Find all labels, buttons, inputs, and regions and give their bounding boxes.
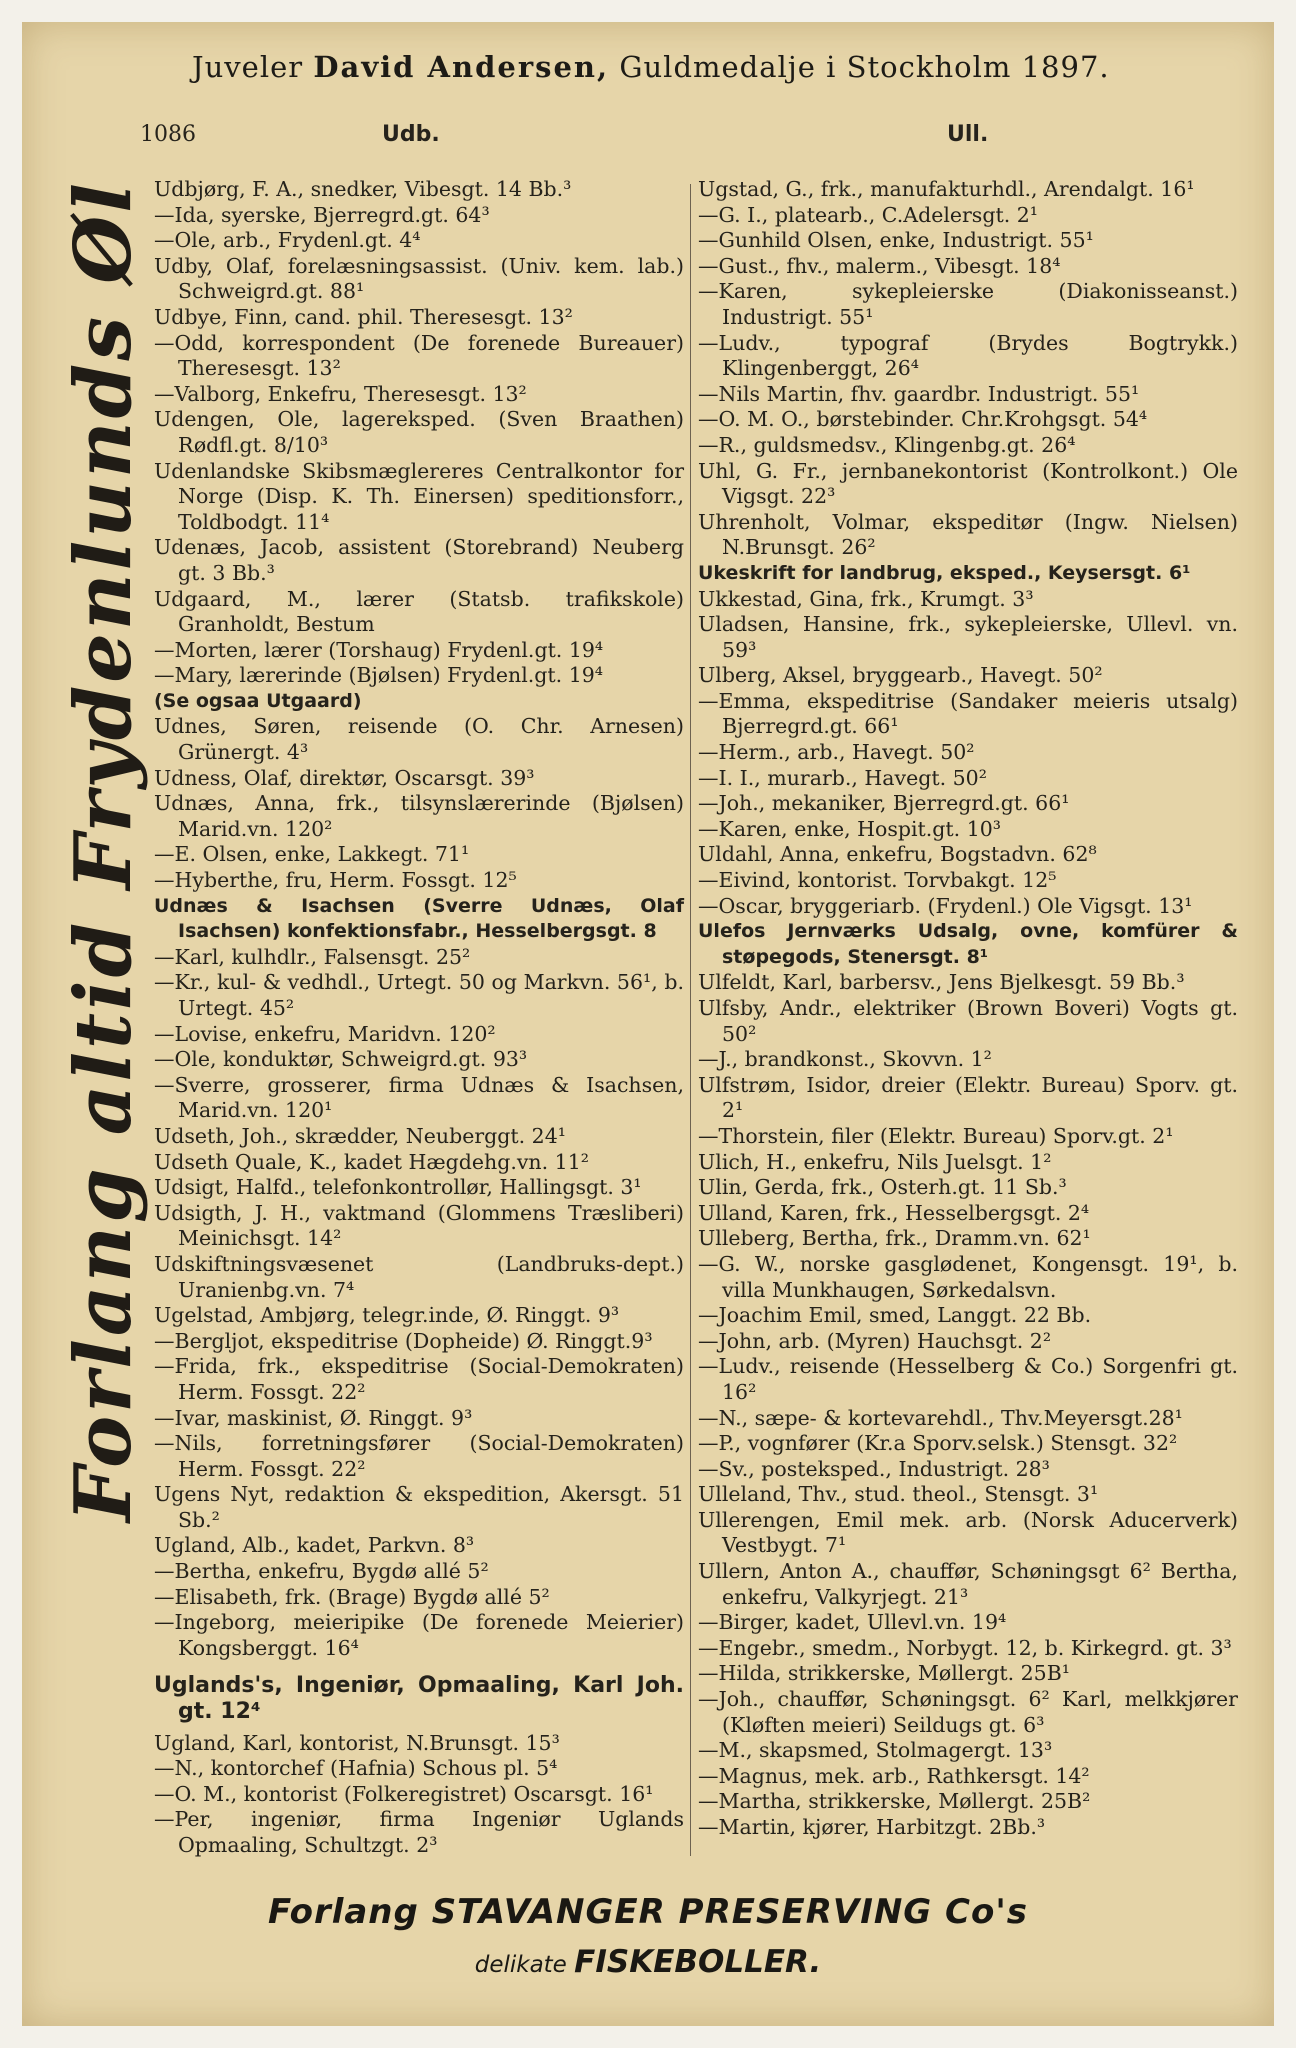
directory-entry: —Nils, forretningsfører (Social-Demokraten) Herm. Fossgt. 22²	[154, 1431, 684, 1481]
directory-entry: Udbjørg, F. A., snedker, Vibesgt. 14 Bb.³	[154, 177, 572, 201]
directory-page	[22, 22, 1274, 2026]
directory-entry: —Thorstein, filer (Elektr. Bureau) Sporv.gt. 2¹	[698, 1123, 1174, 1148]
directory-entry: Ulland, Karen, frk., Hesselbergsgt. 2⁴	[698, 1200, 1090, 1225]
directory-entry: —Karen, sykepleierske (Diakonisseanst.) Industrigt. 55¹	[698, 279, 1238, 329]
directory-entry: —Joh., mekaniker, Bjerregrd.gt. 66¹	[698, 791, 1070, 816]
directory-entry: —N., sæpe- & kortevarehdl., Thv.Meyersgt.28¹	[698, 1405, 1183, 1430]
directory-entry: —John, arb. (Myren) Hauchsgt. 2²	[698, 1328, 1052, 1353]
directory-entry: —O. M. O., børstebinder. Chr.Krohgsgt. 54⁴	[698, 407, 1148, 432]
directory-entry: Ukkestad, Gina, frk., Krumgt. 3³	[698, 586, 1034, 611]
directory-entry: —J., brandkonst., Skovvn. 1²	[698, 1047, 992, 1072]
header-text-1: Juveler	[192, 50, 314, 84]
directory-entry: Uhl, G. Fr., jernbanekontorist (Kontrolkont.) Ole Vigsgt. 22³	[698, 458, 1238, 509]
directory-entry: —Mary, lærerinde (Bjølsen) Frydenl.gt. 19⁴	[154, 663, 604, 688]
directory-entry: —Karl, kulhdlr., Falsensgt. 25²	[154, 944, 471, 969]
side-advert: Forlang altid Frydenlunds Øl	[58, 180, 149, 1522]
directory-entry: —Engebr., smedm., Norbygt. 12, b. Kirkegrd. gt. 3³	[698, 1635, 1232, 1660]
header-text-2: Guldmedalje i Stockholm 1897.	[609, 50, 1110, 84]
directory-entry: —Martha, strikkerske, Møllergt. 25B²	[698, 1789, 1091, 1814]
directory-entry: Udenæs, Jacob, assistent (Storebrand) Neuberg gt. 3 Bb.³	[154, 535, 684, 585]
directory-entry: Ullern, Anton A., chauffør, Schøningsgt 6² Bertha, enkefru, Valkyrjegt. 21³	[698, 1559, 1238, 1609]
directory-entry: —Odd, korrespondent (De forenede Bureauer) Theresesgt. 13²	[154, 330, 684, 381]
running-head-right: Ull.	[947, 122, 989, 147]
directory-entry: Udby, Olaf, forelæsningsassist. (Univ. kem. lab.) Schweigrd.gt. 88¹	[154, 253, 684, 304]
directory-entry: —Gunhild Olsen, enke, Industrigt. 55¹	[698, 228, 1094, 253]
column-divider	[690, 184, 691, 1856]
directory-entry: —Nils Martin, fhv. gaardbr. Industrigt. 55¹	[698, 381, 1140, 406]
directory-entry: Ulin, Gerda, frk., Osterh.gt. 11 Sb.³	[698, 1175, 1067, 1200]
directory-entry: —Ludv., reisende (Hesselberg & Co.) Sorgenfri gt. 16²	[698, 1354, 1238, 1404]
directory-entry: Udseth Quale, K., kadet Hægdehg.vn. 11²	[154, 1149, 589, 1174]
directory-entry: Uladsen, Hansine, frk., sykepleierske, Ullevl. vn. 59³	[698, 612, 1238, 662]
directory-entry: Ugstad, G., frk., manufakturhdl., Arendalgt. 16¹	[698, 177, 1195, 201]
directory-entry: Ullerengen, Emil mek. arb. (Norsk Aducerverk) Vestbygt. 7¹	[698, 1507, 1238, 1558]
directory-entry: Ulleland, Thv., stud. theol., Stensgt. 3¹	[698, 1482, 1099, 1507]
page-number: 1086	[140, 122, 196, 147]
right-column	[698, 177, 1238, 1841]
directory-entry: —Hilda, strikkerske, Møllergt. 25B¹	[698, 1661, 1071, 1686]
directory-entry: —E. Olsen, enke, Lakkegt. 71¹	[154, 842, 470, 867]
directory-entry: —Morten, lærer (Torshaug) Frydenl.gt. 19⁴	[154, 637, 604, 662]
directory-entry: (Se ogsaa Utgaard)	[154, 689, 362, 712]
directory-entry: —Ole, konduktør, Schweigrd.gt. 93³	[154, 1047, 528, 1072]
directory-entry: —Birger, kadet, Ullevl.vn. 19⁴	[698, 1610, 1007, 1635]
directory-entry: —Sv., posteksped., Industrigt. 28³	[698, 1456, 1050, 1481]
directory-entry: —Bergljot, ekspeditrise (Dopheide) Ø. Ringgt.9³	[154, 1328, 653, 1353]
directory-entry: Udsigth, J. H., vaktmand (Glommens Træsliberi) Meinichsgt. 14²	[154, 1200, 684, 1251]
directory-entry: —Oscar, bryggeriarb. (Frydenl.) Ole Vigsgt. 13¹	[698, 893, 1193, 918]
directory-entry: —Per, ingeniør, firma Ingeniør Uglands Opmaaling, Schultzgt. 2³	[154, 1807, 684, 1857]
directory-entry: Ulberg, Aksel, bryggearb., Havegt. 50²	[698, 663, 1103, 688]
directory-entry: —N., kontorchef (Hafnia) Schous pl. 5⁴	[154, 1756, 558, 1781]
directory-entry: Ugland, Karl, kontorist, N.Brunsgt. 15³	[154, 1730, 560, 1755]
directory-entry: —R., guldsmedsv., Klingenbg.gt. 26⁴	[698, 432, 1076, 457]
directory-entry: —I. I., murarb., Havegt. 50²	[698, 765, 987, 790]
directory-entry: Udsigt, Halfd., telefonkontrollør, Hallingsgt. 3¹	[154, 1175, 642, 1200]
directory-entry: —Gust., fhv., malerm., Vibesgt. 18⁴	[698, 253, 1061, 278]
directory-entry: —Emma, ekspeditrise (Sandaker meieris utsalg) Bjerregrd.gt. 66¹	[698, 688, 1238, 739]
directory-entry: —Ida, syerske, Bjerregrd.gt. 64³	[154, 202, 490, 227]
running-head-left: Udb.	[382, 122, 440, 147]
directory-entry: Udbye, Finn, cand. phil. Theresesgt. 13²	[154, 304, 573, 329]
directory-entry: —G. I., platearb., C.Adelersgt. 2¹	[698, 202, 1038, 227]
directory-entry: Ulleberg, Bertha, frk., Dramm.vn. 62¹	[698, 1226, 1091, 1251]
directory-entry: Udnæs & Isachsen (Sverre Udnæs, Olaf Isachsen) konfektionsfabr., Hesselbergsgt. 8	[154, 894, 684, 943]
directory-entry: —Martin, kjører, Harbitzgt. 2Bb.³	[698, 1815, 1046, 1839]
directory-entry: Ugens Nyt, redaktion & ekspedition, Akersgt. 51 Sb.²	[154, 1482, 684, 1532]
directory-entry: —G. W., norske gasglødenet, Kongensgt. 19¹, b. villa Munkhaugen, Sørkedalsvn.	[698, 1251, 1238, 1302]
directory-entry: Uldahl, Anna, enkefru, Bogstadvn. 62⁸	[698, 842, 1097, 867]
directory-entry: —Ole, arb., Frydenl.gt. 4⁴	[154, 228, 421, 253]
footer-advert-line2	[22, 1944, 1274, 1980]
directory-entry: Udengen, Ole, lagereksped. (Sven Braathen) Rødfl.gt. 8/10³	[154, 407, 684, 457]
directory-entry: —O. M., kontorist (Folkeregistret) Oscarsgt. 16¹	[154, 1781, 654, 1806]
directory-entry: Ulich, H., enkefru, Nils Juelsgt. 1²	[698, 1149, 1052, 1174]
directory-entry: —Herm., arb., Havegt. 50²	[698, 740, 975, 765]
directory-entry: —Elisabeth, frk. (Brage) Bygdø allé 5²	[154, 1584, 550, 1609]
footer-small-text: delikate	[474, 1952, 575, 1978]
directory-entry: —Sverre, grosserer, firma Udnæs & Isachsen, Marid.vn. 120¹	[154, 1072, 684, 1123]
directory-entry: —Frida, frk., ekspeditrise (Social-Demokraten) Herm. Fossgt. 22²	[154, 1354, 684, 1404]
directory-entry: Udgaard, M., lærer (Statsb. trafikskole) Granholdt, Bestum	[154, 586, 684, 637]
directory-entry: —P., vognfører (Kr.a Sporv.selsk.) Stensgt. 32²	[698, 1431, 1178, 1456]
directory-entry: Udnes, Søren, reisende (O. Chr. Arnesen) Grünergt. 4³	[154, 714, 684, 765]
directory-entry: —Bertha, enkefru, Bygdø allé 5²	[154, 1559, 489, 1584]
directory-entry: Ulfsby, Andr., elektriker (Brown Boveri) Vogts gt. 50²	[698, 996, 1238, 1046]
directory-entry: Udseth, Joh., skrædder, Neuberggt. 24¹	[154, 1123, 566, 1148]
directory-entry: —Hyberthe, fru, Herm. Fossgt. 12⁵	[154, 868, 517, 893]
directory-entry: —Ludv., typograf (Brydes Bogtrykk.) Klingenberggt, 26⁴	[698, 330, 1238, 381]
directory-entry: Ulfeldt, Karl, barbersv., Jens Bjelkesgt. 59 Bb.³	[698, 970, 1185, 995]
directory-entry: —Kr., kul- & vedhdl., Urtegt. 50 og Markvn. 56¹, b. Urtegt. 45²	[154, 970, 684, 1020]
directory-entry: Ugland, Alb., kadet, Parkvn. 8³	[154, 1533, 475, 1558]
directory-entry: Udness, Olaf, direktør, Oscarsgt. 39³	[154, 765, 535, 790]
directory-entry: Ugelstad, Ambjørg, telegr.inde, Ø. Ringgt. 9³	[154, 1303, 620, 1328]
directory-entry: Ulefos Jernværks Udsalg, ovne, komfürer & støpegods, Stenersgt. 8¹	[698, 920, 1238, 968]
directory-entry: —Eivind, kontorist. Torvbakgt. 12⁵	[698, 868, 1057, 893]
directory-entry: Uglands's, Ingeniør, Opmaaling, Karl Joh. gt. 12⁴	[154, 1673, 684, 1725]
page-header-advert	[192, 50, 1232, 84]
directory-entry: —Lovise, enkefru, Maridvn. 120²	[154, 1021, 496, 1046]
directory-entry: —Joachim Emil, smed, Langgt. 22 Bb.	[698, 1303, 1092, 1328]
directory-entry: —Ivar, maskinist, Ø. Ringgt. 9³	[154, 1405, 473, 1430]
directory-entry: —Joh., chauffør, Schøningsgt. 6² Karl, melkkjører (Kløften meieri) Seildugs gt. 6³	[698, 1687, 1238, 1737]
directory-entry: Ukeskrift for landbrug, eksped., Keysersgt. 6¹	[698, 561, 1191, 584]
directory-entry: Udskiftningsvæsenet (Landbruks-dept.) Uranienbg.vn. 7⁴	[154, 1251, 684, 1302]
footer-advert-line1: Forlang STAVANGER PRESERVING Co's	[268, 1892, 1028, 1932]
header-name: David Andersen,	[313, 50, 610, 84]
directory-entry: Uhrenholt, Volmar, ekspeditør (Ingw. Nielsen) N.Brunsgt. 26²	[698, 509, 1238, 560]
directory-entry: —Magnus, mek. arb., Rathkersgt. 14²	[698, 1763, 1090, 1788]
directory-entry: Udnæs, Anna, frk., tilsynslærerinde (Bjølsen) Marid.vn. 120²	[154, 791, 684, 841]
directory-entry: Ulfstrøm, Isidor, dreier (Elektr. Bureau) Sporv. gt. 2¹	[698, 1072, 1238, 1123]
directory-entry: —M., skapsmed, Stolmagergt. 13³	[698, 1738, 1053, 1763]
directory-entry: Udenlandske Skibsmæglereres Centralkontor for Norge (Disp. K. Th. Einersen) speditionsforr., Toldbodgt. 11⁴	[154, 458, 684, 534]
footer-big-text: FISKEBOLLER.	[574, 1944, 822, 1980]
directory-entry: —Valborg, Enkefru, Theresesgt. 13²	[154, 381, 527, 406]
directory-entry: —Ingeborg, meieripike (De forenede Meierier) Kongsberggt. 16⁴	[154, 1610, 684, 1660]
directory-entry: —Karen, enke, Hospit.gt. 10³	[698, 816, 1001, 841]
left-column	[154, 177, 684, 1859]
